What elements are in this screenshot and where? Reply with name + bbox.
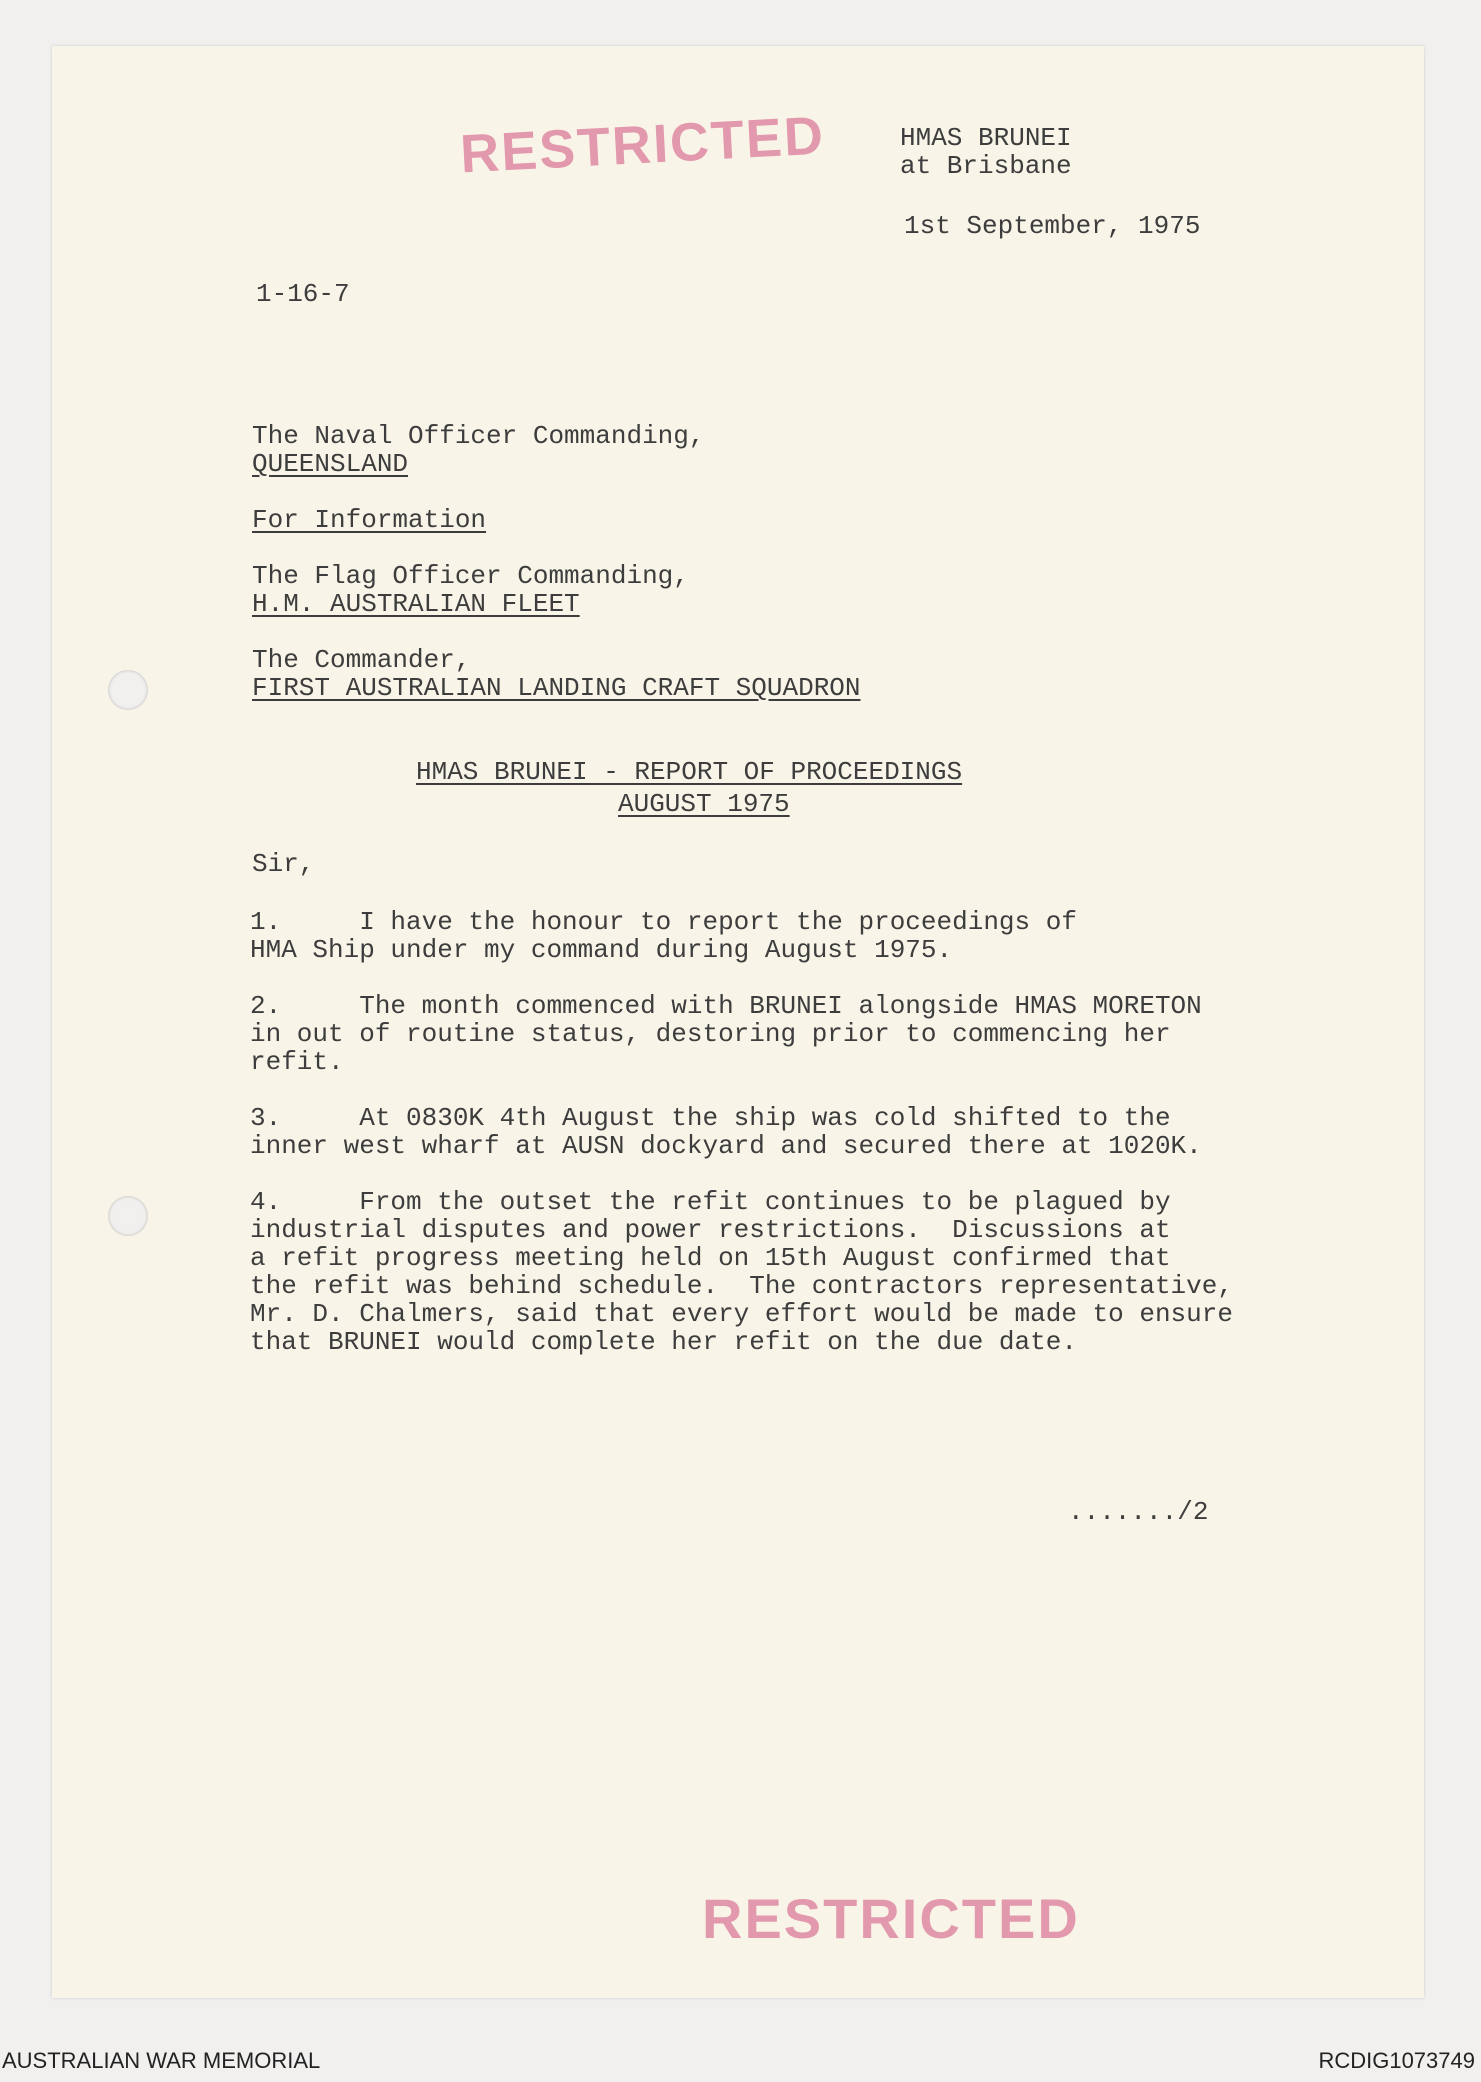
paragraph-2: 2. The month commenced with BRUNEI alongside HMAS MORETON in out of routine status, destoring prior to commencing her refit. bbox=[250, 991, 1202, 1077]
copy1-line2: H.M. AUSTRALIAN FLEET bbox=[252, 589, 580, 619]
punch-hole-top bbox=[108, 670, 148, 710]
paragraph-1: 1. I have the honour to report the proceedings of HMA Ship under my command during August 1975. bbox=[250, 907, 1077, 965]
reference-number: 1-16-7 bbox=[256, 279, 350, 309]
for-information-label: For Information bbox=[252, 505, 487, 535]
salutation: Sir, bbox=[252, 849, 315, 879]
subject-line2: AUGUST 1975 bbox=[618, 789, 790, 819]
footer-source: AUSTRALIAN WAR MEMORIAL bbox=[2, 2048, 321, 2073]
punch-hole-bottom bbox=[108, 1196, 148, 1236]
sender-line1: HMAS BRUNEI bbox=[900, 123, 1072, 153]
restricted-stamp-bottom: RESTRICTED bbox=[702, 1887, 1080, 1950]
continuation-marker: ......./2 bbox=[1068, 1497, 1209, 1527]
document-page bbox=[52, 46, 1424, 1998]
copy2-line2: FIRST AUSTRALIAN LANDING CRAFT SQUADRON bbox=[252, 673, 861, 703]
copy1-line1: The Flag Officer Commanding, bbox=[252, 561, 689, 591]
letter-date: 1st September, 1975 bbox=[904, 211, 1201, 241]
sender-line2: at Brisbane bbox=[900, 151, 1072, 181]
subject-line1: HMAS BRUNEI - REPORT OF PROCEEDINGS bbox=[416, 757, 963, 787]
copy2-line1: The Commander, bbox=[252, 645, 471, 675]
addressee-line1: The Naval Officer Commanding, bbox=[252, 421, 705, 451]
addressee-line2: QUEENSLAND bbox=[252, 449, 409, 479]
paragraph-3: 3. At 0830K 4th August the ship was cold shifted to the inner west wharf at AUSN dockyard and secured there at 1020K. bbox=[250, 1103, 1202, 1161]
footer-catalog-id: RCDIG1073749 bbox=[1318, 2048, 1475, 2073]
restricted-stamp-top: RESTRICTED bbox=[458, 105, 827, 185]
paragraph-4: 4. From the outset the refit continues to be plagued by industrial disputes and power restrictions. Discussions at a refit progress meeting held on 15th August confirmed that the refit was behind schedule. The contractors representative, Mr. D. Chalmers, said that every effort would be made to ensure that BRUNEI would complete her refit on the due date. bbox=[250, 1187, 1233, 1357]
